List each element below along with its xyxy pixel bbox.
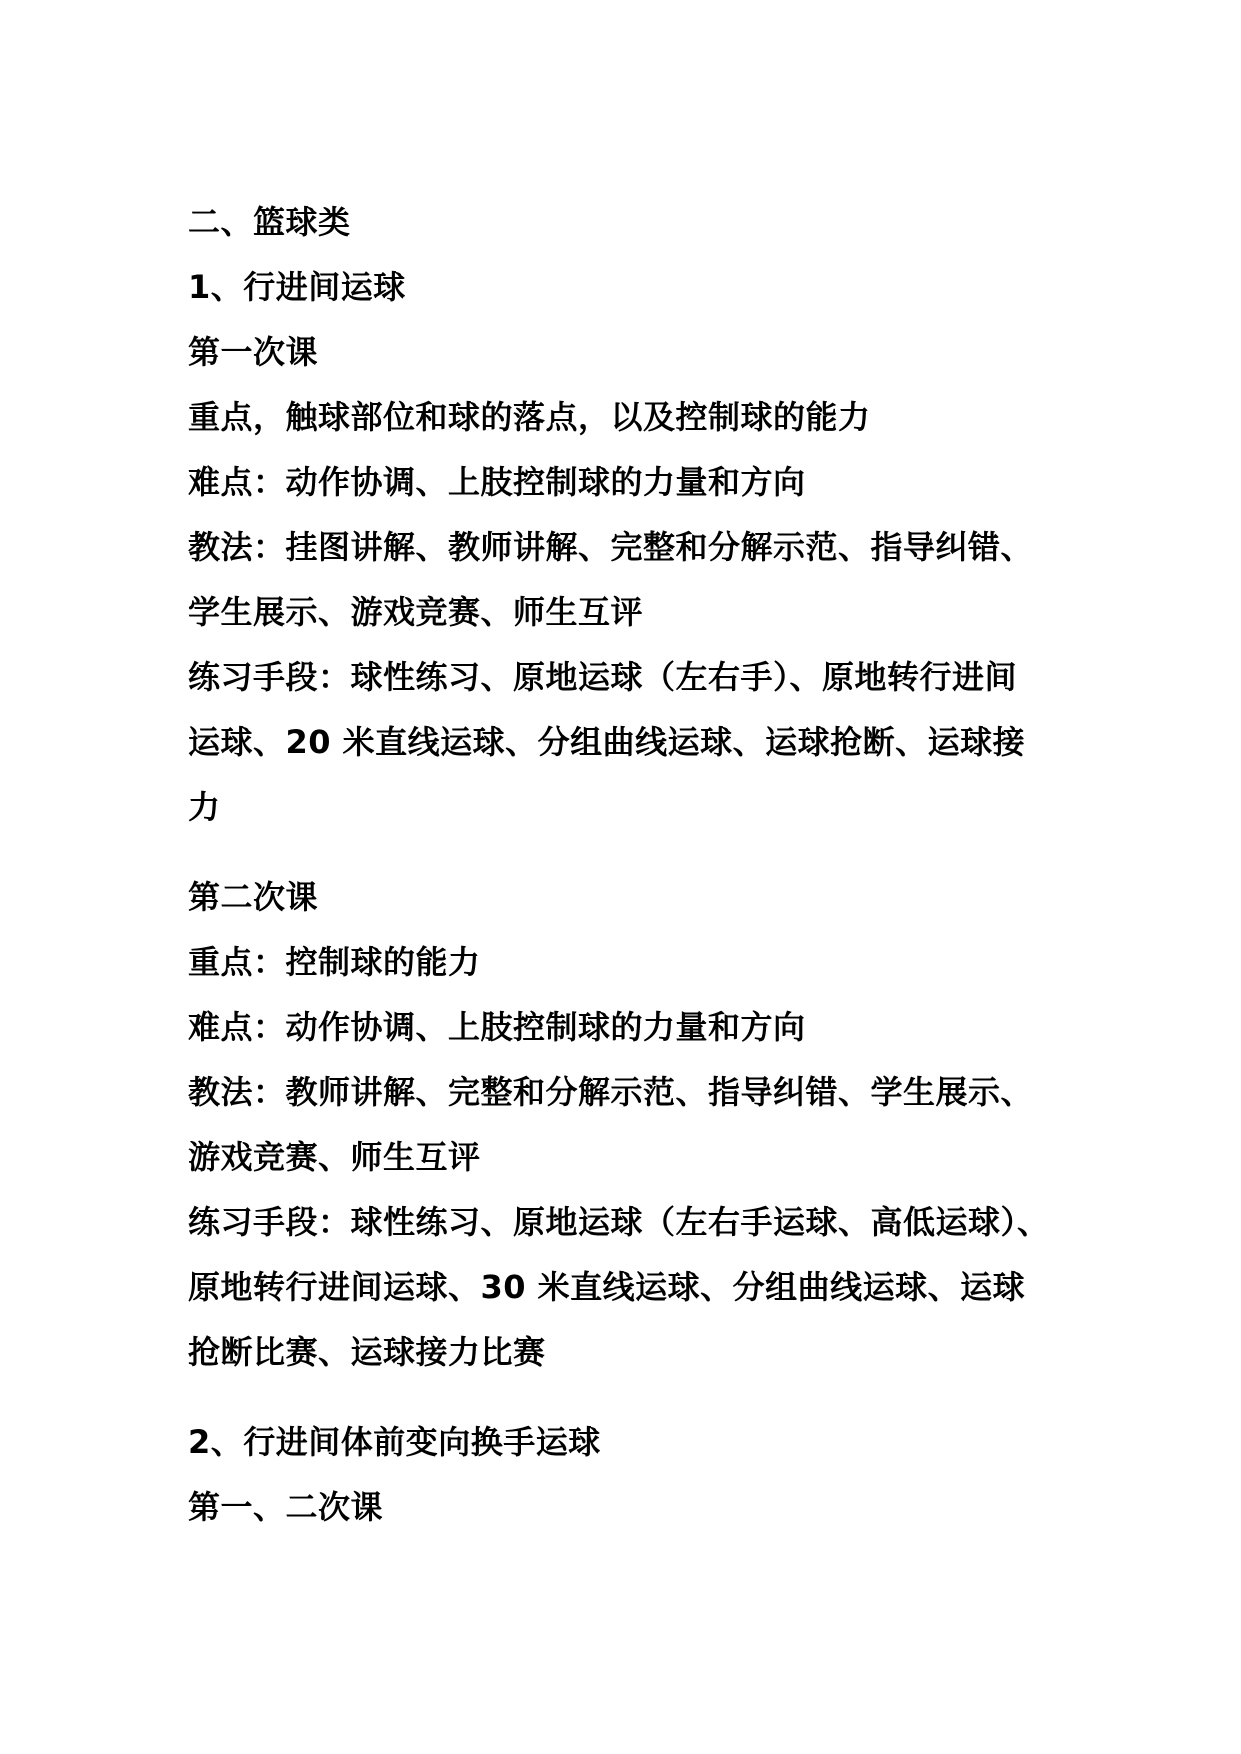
topic-title: 2、行进间体前变向换手运球 — [188, 1423, 601, 1461]
topic-title: 1、行进间运球 — [188, 268, 406, 306]
lesson-teaching-method: 教法：挂图讲解、教师讲解、完整和分解示范、指导纠错、 — [188, 528, 1034, 566]
document-body — [188, 190, 1068, 1540]
lesson-title: 第一次课 — [188, 333, 319, 371]
lesson-teaching-method: 教法：教师讲解、完整和分解示范、指导纠错、学生展示、 — [188, 1073, 1034, 1111]
lesson-teaching-method-cont: 学生展示、游戏竞赛、师生互评 — [188, 593, 644, 631]
lesson-practice-means: 练习手段：球性练习、原地运球（左右手运球、高低运球）、 — [188, 1203, 1050, 1241]
lesson-practice-means-cont: 运球、20 米直线运球、分组曲线运球、运球抢断、运球接 — [188, 723, 1026, 761]
lesson-practice-means-cont: 力 — [188, 788, 221, 826]
lesson-difficulty: 难点：动作协调、上肢控制球的力量和方向 — [188, 463, 806, 501]
lesson-title: 第一、二次课 — [188, 1488, 384, 1526]
lesson-practice-means: 练习手段：球性练习、原地运球（左右手）、原地转行进间 — [188, 658, 1018, 696]
lesson-practice-means-cont: 抢断比赛、运球接力比赛 — [188, 1333, 546, 1371]
lesson-key-point: 重点：控制球的能力 — [188, 943, 481, 981]
section-title: 二、篮球类 — [188, 203, 351, 241]
lesson-teaching-method-cont: 游戏竞赛、师生互评 — [188, 1138, 481, 1176]
lesson-difficulty: 难点：动作协调、上肢控制球的力量和方向 — [188, 1008, 806, 1046]
lesson-title: 第二次课 — [188, 878, 319, 916]
paragraph-gap — [188, 840, 1068, 865]
lesson-key-point: 重点，触球部位和球的落点，以及控制球的能力 — [188, 398, 871, 436]
lesson-practice-means-cont: 原地转行进间运球、30 米直线运球、分组曲线运球、运球 — [188, 1268, 1026, 1306]
paragraph-gap — [188, 1385, 1068, 1410]
